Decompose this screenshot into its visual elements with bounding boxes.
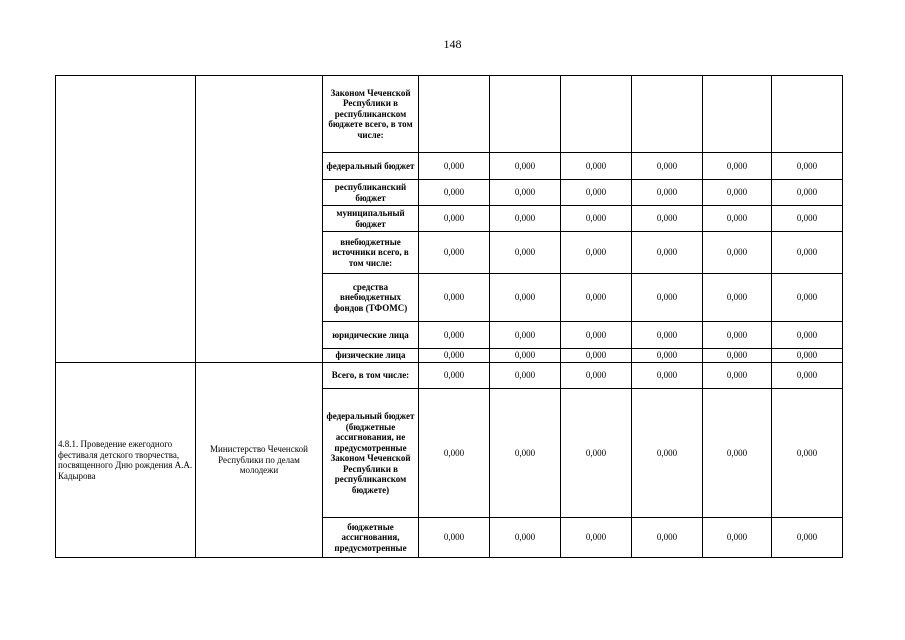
amount-cell: 0,000 xyxy=(419,322,490,349)
funding-source-cell: бюджетные ассигнования, предусмотренные xyxy=(323,518,419,558)
amount-cell: 0,000 xyxy=(703,232,772,274)
amount-cell: 0,000 xyxy=(419,153,490,180)
funding-source-cell: республиканский бюджет xyxy=(323,180,419,206)
amount-cell: 0,000 xyxy=(703,363,772,389)
amount-cell: 0,000 xyxy=(632,322,703,349)
amount-cell: 0,000 xyxy=(703,206,772,232)
funding-source-cell: федеральный бюджет xyxy=(323,153,419,180)
amount-cell: 0,000 xyxy=(419,274,490,322)
amount-cell: 0,000 xyxy=(703,153,772,180)
amount-cell: 0,000 xyxy=(632,349,703,363)
amount-cell: 0,000 xyxy=(772,322,843,349)
amount-cell: 0,000 xyxy=(561,232,632,274)
amount-cell: 0,000 xyxy=(632,518,703,558)
amount-cell: 0,000 xyxy=(490,389,561,518)
amount-cell: 0,000 xyxy=(772,363,843,389)
amount-cell xyxy=(490,76,561,153)
amount-cell: 0,000 xyxy=(561,322,632,349)
amount-cell xyxy=(632,76,703,153)
amount-cell: 0,000 xyxy=(561,518,632,558)
amount-cell: 0,000 xyxy=(561,363,632,389)
amount-cell xyxy=(703,76,772,153)
amount-cell: 0,000 xyxy=(703,389,772,518)
amount-cell: 0,000 xyxy=(419,349,490,363)
amount-cell: 0,000 xyxy=(772,389,843,518)
amount-cell xyxy=(772,76,843,153)
amount-cell xyxy=(561,76,632,153)
funding-source-cell: федеральный бюджет (бюджетные ассигнования, не предусмотренные Законом Чеченской Республики в республиканском бюджете) xyxy=(323,389,419,518)
amount-cell xyxy=(419,76,490,153)
executor-cell xyxy=(196,76,323,363)
amount-cell: 0,000 xyxy=(772,206,843,232)
page-number: 148 xyxy=(443,37,462,51)
amount-cell: 0,000 xyxy=(632,363,703,389)
amount-cell: 0,000 xyxy=(772,180,843,206)
amount-cell: 0,000 xyxy=(772,232,843,274)
table-row xyxy=(56,76,843,153)
amount-cell: 0,000 xyxy=(419,232,490,274)
amount-cell: 0,000 xyxy=(772,274,843,322)
amount-cell: 0,000 xyxy=(632,232,703,274)
amount-cell: 0,000 xyxy=(490,363,561,389)
amount-cell: 0,000 xyxy=(561,274,632,322)
amount-cell: 0,000 xyxy=(703,349,772,363)
funding-source-cell: физические лица xyxy=(323,349,419,363)
amount-cell: 0,000 xyxy=(490,518,561,558)
amount-cell: 0,000 xyxy=(632,153,703,180)
budget-table xyxy=(55,75,843,558)
amount-cell: 0,000 xyxy=(419,206,490,232)
amount-cell: 0,000 xyxy=(561,180,632,206)
amount-cell: 0,000 xyxy=(632,180,703,206)
amount-cell: 0,000 xyxy=(490,349,561,363)
funding-source-cell: юридические лица xyxy=(323,322,419,349)
amount-cell: 0,000 xyxy=(703,274,772,322)
amount-cell: 0,000 xyxy=(703,322,772,349)
amount-cell: 0,000 xyxy=(703,180,772,206)
amount-cell: 0,000 xyxy=(490,206,561,232)
amount-cell: 0,000 xyxy=(772,349,843,363)
amount-cell: 0,000 xyxy=(490,322,561,349)
amount-cell: 0,000 xyxy=(490,180,561,206)
amount-cell: 0,000 xyxy=(632,274,703,322)
amount-cell: 0,000 xyxy=(632,389,703,518)
amount-cell: 0,000 xyxy=(772,153,843,180)
amount-cell: 0,000 xyxy=(561,349,632,363)
amount-cell: 0,000 xyxy=(419,363,490,389)
amount-cell: 0,000 xyxy=(561,389,632,518)
amount-cell: 0,000 xyxy=(419,389,490,518)
funding-source-cell: муниципальный бюджет xyxy=(323,206,419,232)
funding-source-cell: Всего, в том числе: xyxy=(323,363,419,389)
funding-source-cell: внебюджетные источники всего, в том числе: xyxy=(323,232,419,274)
table-body xyxy=(56,76,843,558)
amount-cell: 0,000 xyxy=(419,180,490,206)
table-row xyxy=(56,363,843,389)
amount-cell: 0,000 xyxy=(490,232,561,274)
amount-cell: 0,000 xyxy=(490,274,561,322)
amount-cell: 0,000 xyxy=(703,518,772,558)
amount-cell: 0,000 xyxy=(419,518,490,558)
amount-cell: 0,000 xyxy=(632,206,703,232)
activity-name-cell xyxy=(56,76,196,363)
amount-cell: 0,000 xyxy=(561,153,632,180)
amount-cell: 0,000 xyxy=(772,518,843,558)
funding-source-cell: Законом Чеченской Республики в республиканском бюджете всего, в том числе: xyxy=(323,76,419,153)
executor-cell: Министерство Чеченской Республики по делам молодежи xyxy=(196,363,323,558)
amount-cell: 0,000 xyxy=(561,206,632,232)
activity-name-cell: 4.8.1. Проведение ежегодного фестиваля детского творчества, посвященного Дню рождения А.А. Кадырова xyxy=(56,363,196,558)
funding-source-cell: средства внебюджетных фондов (ТФОМС) xyxy=(323,274,419,322)
amount-cell: 0,000 xyxy=(490,153,561,180)
